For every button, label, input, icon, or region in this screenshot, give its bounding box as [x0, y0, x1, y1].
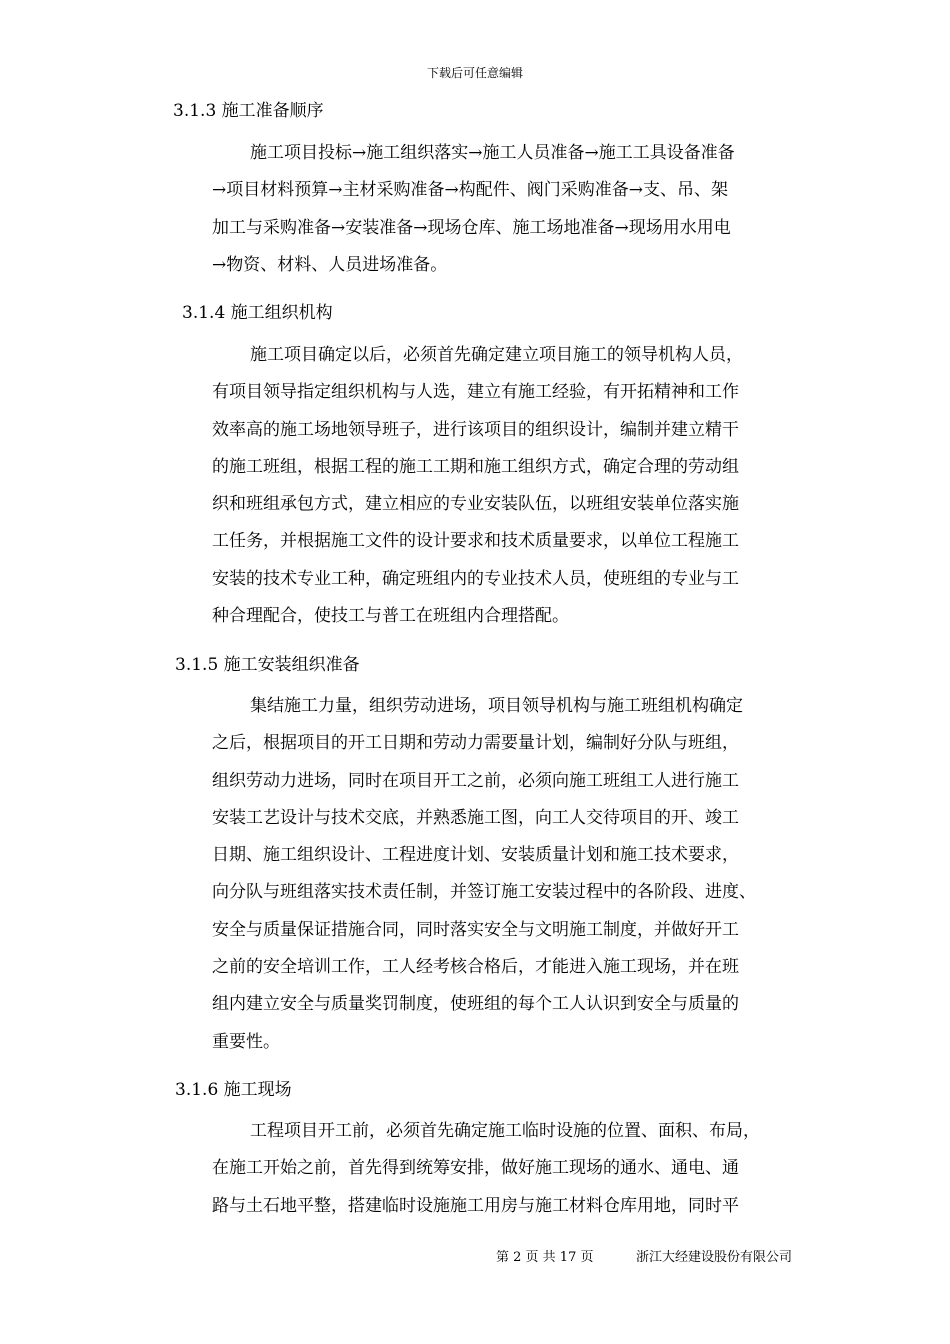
text-line: 日期、施工组织设计、工程进度计划、安装质量计划和施工技术要求， [212, 845, 739, 866]
section-heading-3-1-4: 3.1.4 施工组织机构 [182, 303, 333, 323]
text-line: 之后，根据项目的开工日期和劳动力需要量计划，编制好分队与班组， [212, 733, 739, 754]
text-line: 组织劳动力进场，同时在项目开工之前，必须向施工班组工人进行施工 [212, 770, 739, 791]
text-line: 施工项目投标→施工组织落实→施工人员准备→施工工具设备准备 [250, 143, 735, 163]
text-line: 加工与采购准备→安装准备→现场仓库、施工场地准备→现场用水用电 [212, 217, 731, 238]
text-line: 在施工开始之前，首先得到统筹安排，做好施工现场的通水、通电、通 [212, 1158, 739, 1179]
text-line: 施工项目确定以后，必须首先确定建立项目施工的领导机构人员， [250, 345, 743, 365]
section-body-3-1-6 [212, 1113, 812, 1225]
text-line: 集结施工力量，组织劳动进场，项目领导机构与施工班组机构确定 [250, 696, 743, 716]
section-body-3-1-3 [212, 135, 812, 284]
text-line: 织和班组承包方式，建立相应的专业安装队伍，以班组安装单位落实施 [212, 494, 739, 515]
section-heading-3-1-5: 3.1.5 施工安装组织准备 [175, 655, 360, 675]
section-body-3-1-5 [212, 688, 812, 1061]
section-heading-3-1-3: 3.1.3 施工准备顺序 [173, 101, 324, 121]
text-line: 向分队与班组落实技术责任制，并签订施工安装过程中的各阶段、进度、 [212, 882, 756, 903]
text-line: 效率高的施工场地领导班子，进行该项目的组织设计，编制并建立精干 [212, 419, 739, 440]
section-heading-3-1-6: 3.1.6 施工现场 [175, 1080, 292, 1100]
page-header: 下载后可任意编辑 [426, 66, 523, 80]
text-line: 工任务，并根据施工文件的设计要求和技术质量要求，以单位工程施工 [212, 531, 739, 552]
text-line: 安全与质量保证措施合同，同时落实安全与文明施工制度，并做好开工 [212, 919, 739, 940]
section-body-3-1-4 [212, 337, 812, 635]
text-line: 安装工艺设计与技术交底，并熟悉施工图，向工人交待项目的开、竣工 [212, 807, 739, 828]
text-line: →项目材料预算→主材采购准备→构配件、阀门采购准备→支、吊、架 [212, 180, 728, 201]
text-line: 之前的安全培训工作，工人经考核合格后，才能进入施工现场，并在班 [212, 957, 739, 978]
text-line: 组内建立安全与质量奖罚制度，使班组的每个工人认识到安全与质量的 [212, 994, 739, 1015]
text-line: 安装的技术专业工种，确定班组内的专业技术人员，使班组的专业与工 [212, 568, 739, 589]
page-number: 第 2 页 共 17 页 [496, 1250, 594, 1265]
text-line: 有项目领导指定组织机构与人选，建立有施工经验，有开拓精神和工作 [212, 382, 739, 403]
text-line: 种合理配合，使技工与普工在班组内合理搭配。 [212, 606, 569, 627]
company-name: 浙江大经建设股份有限公司 [636, 1250, 793, 1265]
text-line: 路与土石地平整，搭建临时设施施工用房与施工材料仓库用地，同时平 [212, 1195, 739, 1216]
text-line: 工程项目开工前，必须首先确定施工临时设施的位置、面积、布局， [250, 1121, 760, 1141]
text-line: 的施工班组，根据工程的施工工期和施工组织方式，确定合理的劳动组 [212, 456, 739, 477]
text-line: 重要性。 [212, 1031, 280, 1052]
text-line: →物资、材料、人员进场准备。 [212, 254, 448, 275]
